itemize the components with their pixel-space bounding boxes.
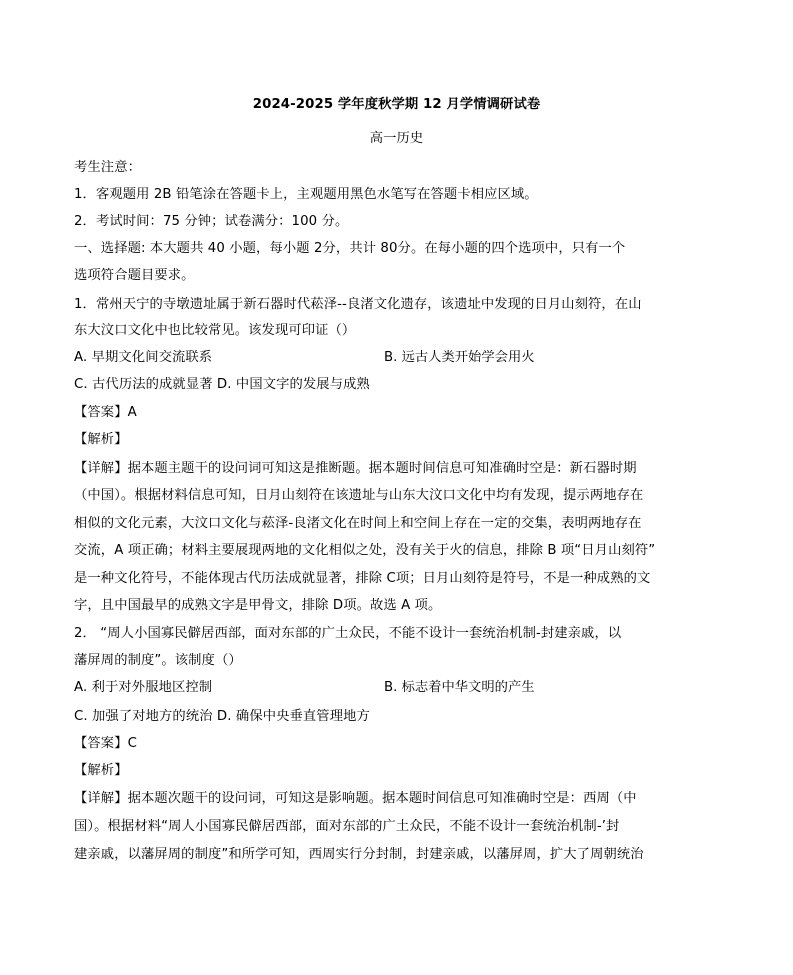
q2-stem-line2: 藩屏周的制度”。该制度（） [74, 653, 242, 668]
q1-answer: 【答案】A [74, 405, 137, 420]
q2-option-cd: C. 加强了对地方的统治 D. 确保中央垂直管理地方 [74, 709, 370, 724]
subject-title: 高一历史 [369, 131, 424, 146]
q1-detail-line: 相似的文化元素，大汶口文化与菘泽-良渚文化在时间上和空间上存在一定的交集，表明两地存在 [74, 516, 642, 531]
q2-detail-line: 【详解】据本题次题干的设问词，可知这是影响题。据本题时间信息可知准确时空是：西周（中 [74, 791, 637, 806]
q2-stem-line1: 2． “周人小国寡民僻居西部，面对东部的广土众民，不能不设计一套统治机制-封建亲戚，以 [74, 626, 622, 641]
q1-option-cd: C. 古代历法的成就显著 D. 中国文字的发展与成熟 [74, 377, 370, 392]
section-instructions-line2: 选项符合题目要求。 [74, 268, 195, 283]
q1-stem-line1: 1．常州天宁的寺墩遗址属于新石器时代菘泽--良渚文化遗存，该遗址中发现的日月山刻符，在山 [74, 297, 642, 312]
q1-option-b: B. 远古人类开始学会用火 [384, 350, 535, 365]
q1-detail-line: 交流，A 项正确；材料主要展现两地的文化相似之处，没有关于火的信息，排除 B 项“日月山刻符” [74, 543, 656, 558]
q2-detail-line: 建亲戚，以藩屏周的制度”和所学可知，西周实行分封制，封建亲戚，以藩屏周，扩大了周朝统治 [74, 847, 644, 862]
q1-stem-line2: 东大汶口文化中也比较常见。该发现可印证（） [74, 323, 356, 338]
q2-option-a: A. 利于对外服地区控制 [74, 680, 213, 695]
notice-item-1: 1．客观题用 2B 铅笔涂在答题卡上，主观题用黑色水笔写在答题卡相应区域。 [74, 187, 538, 202]
notice-heading: 考生注意： [74, 160, 141, 175]
q2-analysis-label: 【解析】 [74, 763, 128, 778]
exam-title: 2024-2025 学年度秋学期 12 月学情调研试卷 [252, 97, 541, 112]
q1-detail-line: （中国）。根据材料信息可知，日月山刻符在该遗址与山东大汶口文化中均有发现，提示两地存在 [74, 488, 644, 503]
q2-answer: 【答案】C [74, 736, 137, 751]
q1-detail-line: 是一种文化符号，不能体现古代历法成就显著，排除 C项；日月山刻符是符号，不是一种成熟的文 [74, 571, 651, 586]
q2-option-b: B. 标志着中华文明的产生 [384, 680, 535, 695]
notice-item-2: 2．考试时间：75 分钟；试卷满分：100 分。 [74, 214, 349, 229]
q1-option-a: A. 早期文化间交流联系 [74, 350, 213, 365]
q1-detail-line: 【详解】据本题主题干的设问词可知这是推断题。据本题时间信息可知准确时空是：新石器时期 [74, 461, 637, 476]
section-instructions-line1: 一、选择题: 本大题共 40 小题，每小题 2分，共计 80分。在每小题的四个选项中，只有一个 [74, 241, 626, 256]
q2-detail-line: 国）。根据材料“周人小国寡民僻居西部，面对东部的广土众民，不能不设计一套统治机制-’封 [74, 819, 620, 834]
q1-detail-line: 字，且中国最早的成熟文字是甲骨文，排除 D项。故选 A 项。 [74, 598, 442, 613]
q1-analysis-label: 【解析】 [74, 432, 128, 447]
